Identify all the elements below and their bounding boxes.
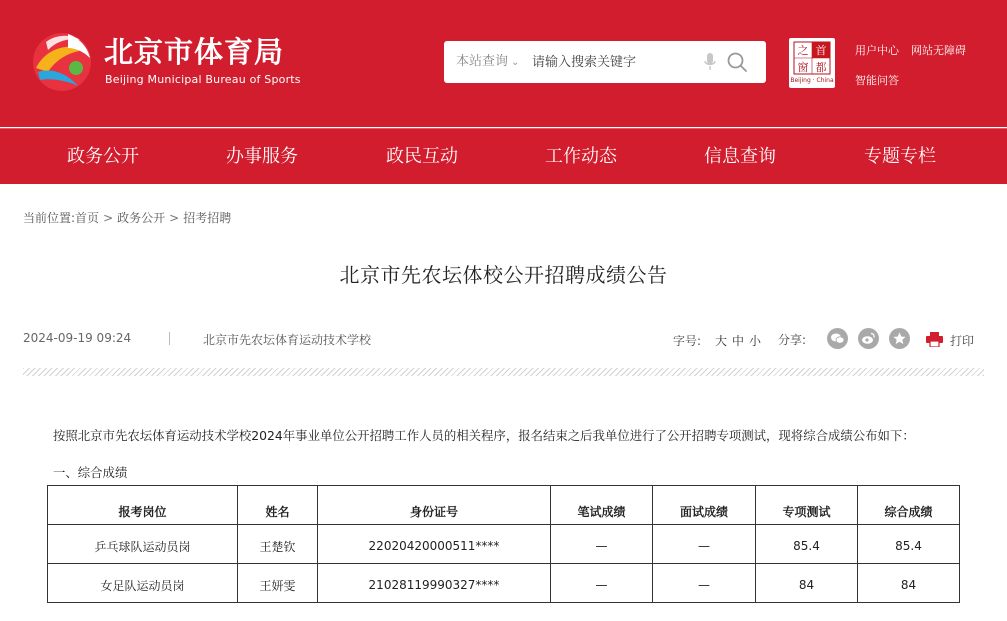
header-special-test: 专项测试: [756, 486, 858, 525]
cell-total-score: 85.4: [858, 525, 960, 564]
breadcrumb-prefix: 当前位置:: [23, 211, 76, 225]
cell-written-score: —: [551, 525, 653, 564]
weibo-icon[interactable]: [858, 328, 879, 349]
breadcrumb-home[interactable]: 首页: [75, 211, 100, 225]
breadcrumb: [23, 209, 231, 226]
smart-qa-link[interactable]: 智能问答: [855, 74, 899, 87]
logo-title-cn: 北京市体育局: [104, 35, 285, 69]
header-name: 姓名: [238, 486, 318, 525]
header-id-number: 身份证号: [318, 486, 551, 525]
nav-item-interaction[interactable]: 政民互动: [386, 146, 458, 167]
nav-item-info-query[interactable]: 信息查询: [704, 146, 776, 167]
cell-position: 乒乓球队运动员岗: [48, 525, 238, 564]
cell-written-score: —: [551, 564, 653, 603]
article-title: 北京市先农坛体校公开招聘成绩公告: [339, 263, 668, 287]
seal-char-1: 之: [797, 44, 809, 57]
seal-caption: Beijing · China: [790, 77, 834, 84]
breadcrumb-recruitment[interactable]: 招考招聘: [183, 211, 232, 225]
font-size-medium[interactable]: 中: [732, 334, 745, 348]
print-button[interactable]: 打印: [950, 334, 975, 348]
section-heading: 一、综合成绩: [53, 465, 128, 480]
header-position: 报考岗位: [48, 486, 238, 525]
font-size-small[interactable]: 小: [749, 334, 762, 348]
user-center-link[interactable]: 用户中心: [855, 44, 899, 57]
capital-window-seal[interactable]: [789, 38, 835, 88]
nav-item-services[interactable]: 办事服务: [226, 146, 298, 167]
accessibility-link[interactable]: 网站无障碍: [911, 44, 966, 57]
microphone-icon[interactable]: [703, 52, 717, 72]
header-written-score: 笔试成绩: [551, 486, 653, 525]
seal-char-4: 都: [815, 61, 827, 74]
hatched-divider: [23, 368, 984, 376]
breadcrumb-government-affairs[interactable]: 政务公开: [117, 211, 166, 225]
scores-table: [47, 485, 960, 603]
search-scope-dropdown[interactable]: [456, 41, 519, 83]
site-logo[interactable]: [28, 24, 301, 96]
logo-emblem-icon: [28, 28, 96, 92]
share-label: 分享:: [778, 333, 807, 347]
cell-position: 女足队运动员岗: [48, 564, 238, 603]
header-total-score: 综合成绩: [858, 486, 960, 525]
table-row: [48, 525, 960, 564]
article-source: 北京市先农坛体育运动技术学校: [203, 333, 372, 347]
article-paragraph: 按照北京市先农坛体育运动技术学校2024年事业单位公开招聘工作人员的相关程序，报名结束之后我单位进行了公开招聘专项测试，现将综合成绩公布如下：: [53, 428, 915, 443]
cell-total-score: 84: [858, 564, 960, 603]
font-size-large[interactable]: 大: [715, 334, 728, 348]
nav-item-special-topics[interactable]: 专题专栏: [864, 146, 936, 167]
cell-interview-score: —: [653, 564, 756, 603]
wechat-icon[interactable]: [827, 328, 848, 349]
chevron-down-icon: ⌄: [511, 57, 520, 68]
favorite-icon[interactable]: [889, 328, 910, 349]
logo-title-en: Beijing Municipal Bureau of Sports: [105, 73, 301, 86]
search-box: [444, 41, 766, 83]
cell-special-test: 84: [756, 564, 858, 603]
publish-date: 2024-09-19 09:24: [23, 331, 132, 345]
search-scope-label: 本站查询: [456, 54, 509, 69]
search-input[interactable]: [532, 49, 692, 75]
cell-interview-score: —: [653, 525, 756, 564]
cell-name: 王楚钦: [238, 525, 318, 564]
breadcrumb-separator: >: [103, 211, 114, 225]
font-size-label: 字号:: [673, 334, 702, 348]
main-nav: [0, 128, 1007, 184]
cell-id-number: 22020420000511****: [318, 525, 551, 564]
table-header-row: [48, 486, 960, 525]
seal-char-2: 首: [815, 44, 827, 57]
search-icon[interactable]: [726, 51, 748, 73]
cell-id-number: 21028119990327****: [318, 564, 551, 603]
seal-char-3: 窗: [797, 61, 809, 74]
print-icon[interactable]: [926, 332, 943, 347]
cell-name: 王妍雯: [238, 564, 318, 603]
table-row: [48, 564, 960, 603]
meta-divider: [169, 332, 170, 345]
nav-item-government-affairs[interactable]: 政务公开: [67, 146, 139, 167]
site-header: [0, 0, 1007, 127]
breadcrumb-separator: >: [169, 211, 180, 225]
header-interview-score: 面试成绩: [653, 486, 756, 525]
cell-special-test: 85.4: [756, 525, 858, 564]
nav-item-work-news[interactable]: 工作动态: [545, 146, 617, 167]
seal-logo-icon: [793, 41, 831, 75]
